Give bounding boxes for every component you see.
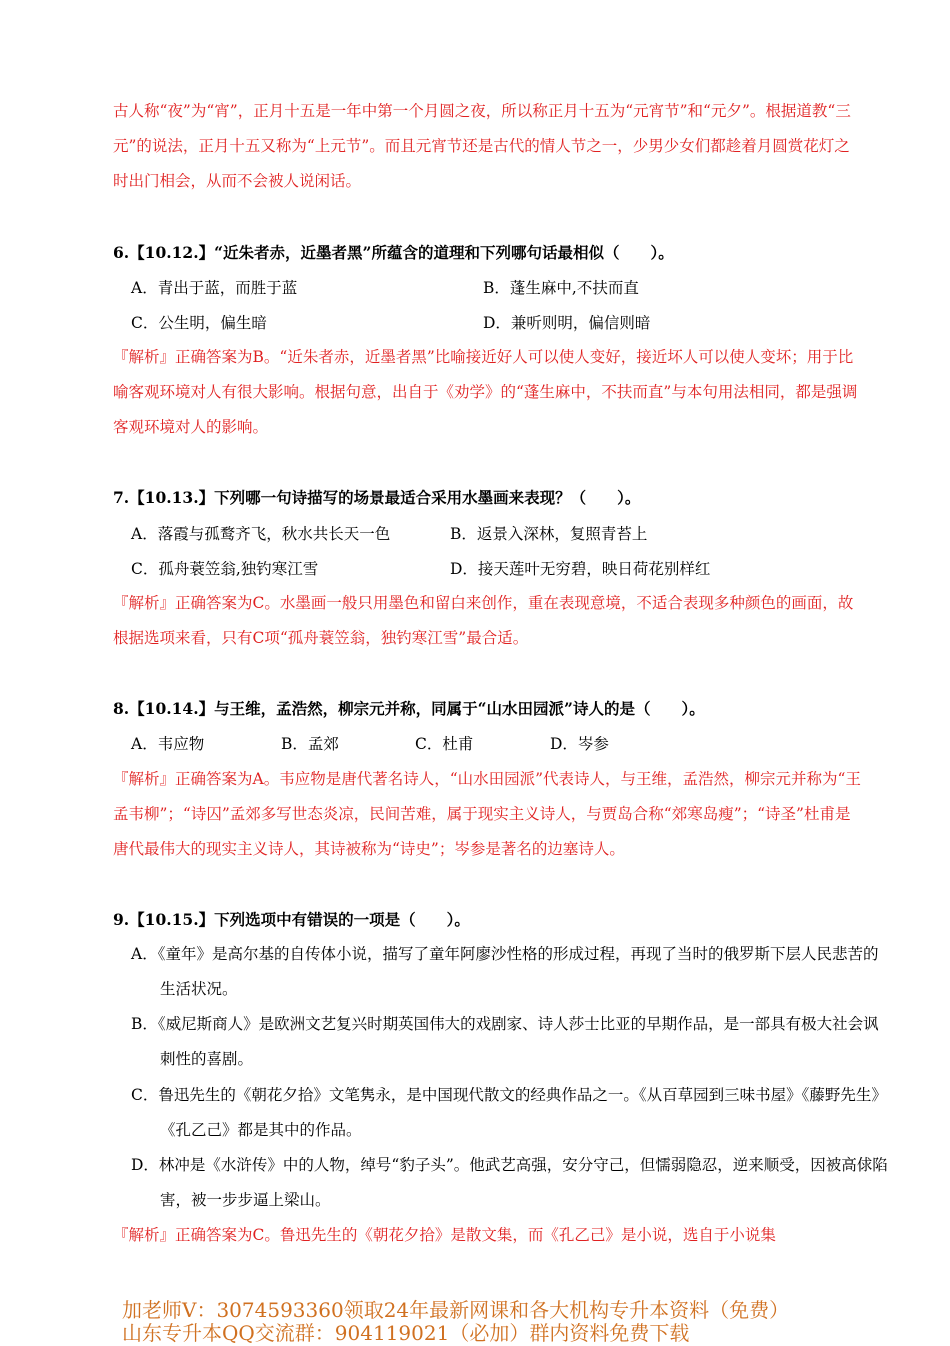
question-9-option-b: B．《威尼斯商人》是欧洲文艺复兴时期英国伟大的戏剧家、诗人莎士比亚的早期作品，是一部具有极大社会讽刺性的喜剧。 (131, 1015, 879, 1068)
footer-group-line: 山东专升本QQ交流群：904119021（必加）群内资料免费下载 (122, 1321, 690, 1345)
question-7-option-b: B．返景入深林，复照青苔上 (450, 525, 648, 543)
question-8-option-c: C．杜甫 (415, 735, 474, 753)
question-8-analysis: 『解析』正确答案为A。韦应物是唐代著名诗人，“山水田园派”代表诗人，与王维，孟浩然，柳宗元并称为“王孟韦柳”；“诗囚”孟郊多写世态炎凉，民间苦难，属于现实主义诗人，与贾岛合称“郊寒岛瘦”；“诗圣”杜甫是唐代最伟大的现实主义诗人，其诗被称为“诗史”；岑参是著名的边塞诗人。 (113, 770, 861, 858)
question-8-option-b: B．孟郊 (281, 735, 339, 753)
intro-paragraph: 古人称“夜”为“宵”，正月十五是一年中第一个月圆之夜，所以称正月十五为“元宵节”和“元夕”。根据道教“三元”的说法，正月十五又称为“上元节”。而且元宵节还是古代的情人节之一，少男少女们都趁着月圆赏花灯之时出门相会，从而不会被人说闲话。 (113, 102, 851, 190)
question-9-analysis: 『解析』正确答案为C。鲁迅先生的《朝花夕拾》是散文集，而《孔乙己》是小说，选自于小说集 (113, 1226, 776, 1244)
question-6-option-b: B．蓬生麻中,不扶而直 (483, 279, 639, 297)
question-9-option-a: A．《童年》是高尔基的自传体小说，描写了童年阿廖沙性格的形成过程，再现了当时的俄罗斯下层人民悲苦的生活状况。 (131, 945, 879, 998)
question-6-stem: 6.【10.12.】“近朱者赤，近墨者黑”所蕴含的道理和下列哪句话最相似（ ）。 (113, 243, 674, 262)
question-9-stem: 9.【10.15.】下列选项中有错误的一项是（ ）。 (113, 910, 470, 929)
question-7-option-d: D．接天莲叶无穷碧，映日荷花别样红 (450, 560, 711, 578)
footer-contact-line: 加老师V：3074593360领取24年最新网课和各大机构专升本资料（免费） (122, 1298, 790, 1322)
question-6-option-c: C．公生明，偏生暗 (131, 314, 267, 332)
question-9-option-d: D．林冲是《水浒传》中的人物，绰号“豹子头”。他武艺高强，安分守己，但懦弱隐忍，逆来顺受，因被高俅陷害，被一步步逼上梁山。 (131, 1156, 888, 1209)
question-7-analysis: 『解析』正确答案为C。水墨画一般只用墨色和留白来创作，重在表现意境，不适合表现多种颜色的画面，故根据选项来看，只有C项“孤舟蓑笠翁，独钓寒江雪”最合适。 (113, 594, 854, 647)
question-7-option-c: C．孤舟蓑笠翁,独钓寒江雪 (131, 560, 319, 578)
question-7-option-a: A．落霞与孤鹜齐飞，秋水共长天一色 (131, 525, 391, 543)
question-6-option-d: D．兼听则明，偏信则暗 (483, 314, 651, 332)
question-6-option-a: A．青出于蓝，而胜于蓝 (131, 279, 298, 297)
question-9-option-c: C．鲁迅先生的《朝花夕拾》文笔隽永，是中国现代散文的经典作品之一。《从百草园到三味书屋》《藤野先生》《孔乙己》都是其中的作品。 (131, 1086, 887, 1139)
question-8-option-a: A．韦应物 (131, 735, 205, 753)
question-6-analysis: 『解析』正确答案为B。“近朱者赤，近墨者黑”比喻接近好人可以使人变好，接近坏人可以使人变坏；用于比喻客观环境对人有很大影响。根据句意，出自于《劝学》的“蓬生麻中，不扶而直”与本句用法相同，都是强调客观环境对人的影响。 (113, 348, 858, 436)
question-7-stem: 7.【10.13.】下列哪一句诗描写的场景最适合采用水墨画来表现？（ ）。 (113, 488, 641, 507)
question-8-option-d: D．岑参 (550, 735, 609, 753)
question-8-stem: 8.【10.14.】与王维，孟浩然，柳宗元并称，同属于“山水田园派”诗人的是（ ）。 (113, 699, 705, 718)
